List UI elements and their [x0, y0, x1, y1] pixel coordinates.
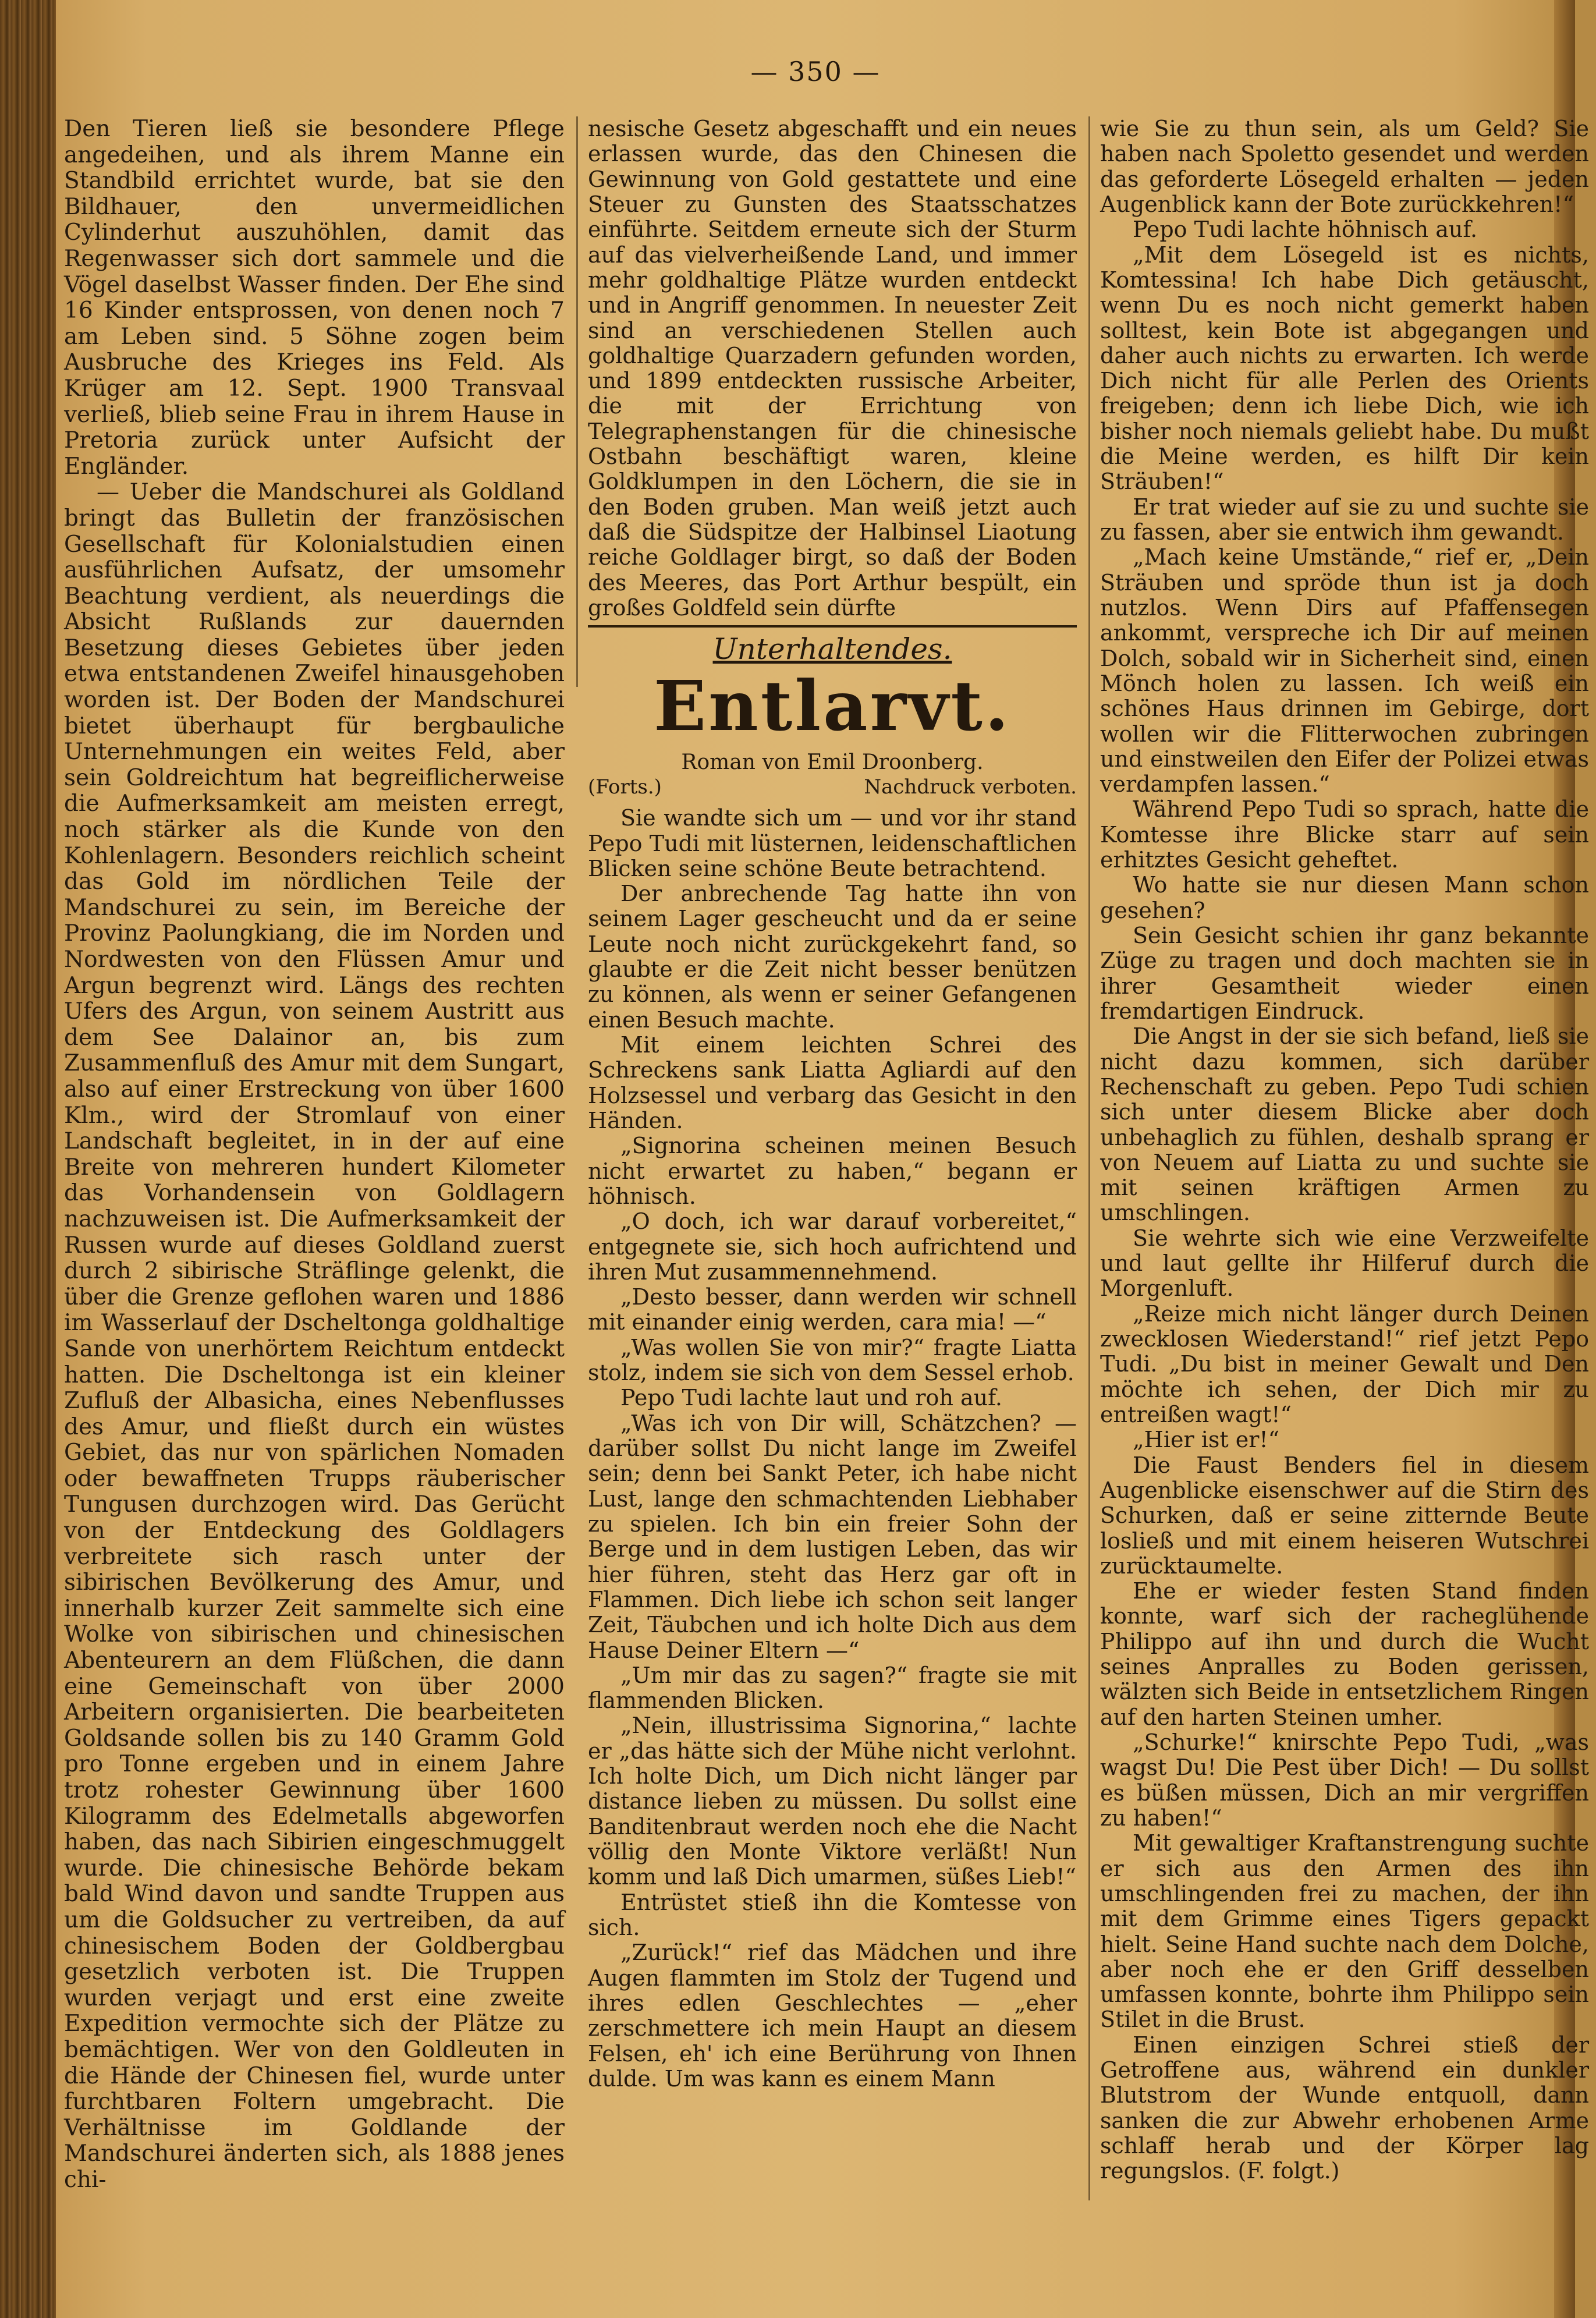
paragraph: Pepo Tudi lachte höhnisch auf. [1133, 217, 1478, 243]
paragraph: „Signorina scheinen meinen Besuch nicht erwartet zu haben,“ begann er höhnisch. [588, 1133, 1077, 1209]
paragraph: „O doch, ich war darauf vorbereitet,“ entgegnete sie, sich hoch aufrichtend und ihren Mut zusammennehmend. [588, 1208, 1077, 1285]
column-divider-2 [1088, 116, 1090, 2200]
column-1 [64, 116, 565, 2193]
copyright-note: Nachdruck verboten. [864, 775, 1077, 799]
column-2-continuation: nesische Gesetz abgeschafft und ein neues erlassen wurde, das den Chinesen die Gewinnung von Gold gestattete und eine Steuer zu Gunsten des Staatsschatzes einführte. Seitdem erneute sich der Sturm auf das vielverheißende Land, und immer mehr goldhaltige Plätze wurden entdeckt und in Angriff genommen. In neuester Zeit sind an verschiedenen Stellen auch goldhaltige Quarzadern gefunden worden, und 1899 entdeckten russische Arbeiter, die mit der Errichtung von Telegraphenstangen für die chinesische Ostbahn beschäftigt waren, kleine Goldklumpen in den Löchern, die sie in den Boden gruben. Man weiß jetzt auch daß die Südspitze der Halbinsel Liaotung reiche Goldlager birgt, so daß der Boden des Meeres, das Port Arthur bespült, ein großes Goldfeld sein dürfte [588, 116, 1077, 621]
paragraph: „Was wollen Sie von mir?“ fragte Liatta stolz, indem sie sich von dem Sessel erhob. [588, 1334, 1077, 1386]
paragraph: Pepo Tudi lachte laut und roh auf. [620, 1385, 1002, 1411]
paragraph: wie Sie zu thun sein, als um Geld? Sie haben nach Spoletto gesendet und werden das geforderte Lösegeld erhalten — jeden Augenblick kann der Bote zurückkehren!“ [1100, 116, 1589, 217]
paragraph: „Schurke!“ knirschte Pepo Tudi, „was wagst Du! Die Pest über Dich! — Du sollst es büßen müssen, Dich an mir vergriffen zu haben!“ [1100, 1729, 1589, 1831]
paragraph: „Was ich von Dir will, Schätzchen? — darüber sollst Du nicht lange im Zweifel sein; denn bei Sankt Peter, ich habe nicht Lust, lange den schmachtenden Liebhaber zu spielen. Ich bin ein freier Sohn der Berge und in dem lustigen Leben, das wir hier führen, steht das Herz gar oft in Flammen. Dich liebe ich schon seit langer Zeit, Täubchen und ich holte Dich aus dem Hause Deiner Eltern —“ [588, 1410, 1077, 1663]
paragraph: Entrüstet stieß ihn die Komtesse von sich. [588, 1889, 1077, 1940]
story-title: Entlarvt. [654, 665, 1011, 746]
paragraph: „Zurück!“ rief das Mädchen und ihre Augen flammten im Stolz der Tugend und ihres edlen Geschlechtes — „eher zerschmettere ich mein Haupt an diesem Felsen, eh' ich eine Berührung von Ihnen dulde. Um was kann es einem Mann [588, 1940, 1077, 2092]
paragraph: Er trat wieder auf sie zu und suchte sie zu fassen, aber sie entwich ihm gewandt. [1100, 494, 1589, 545]
paragraph: Die Angst in der sie sich befand, ließ sie nicht dazu kommen, sich darüber Rechenschaft zu geben. Pepo Tudi schien sich unter diesem Blicke aber doch unbehaglich zu fühlen, deshalb sprang er von Neuem auf Liatta zu und suchte sie mit seinen kräftigen Armen zu umschlingen. [1100, 1023, 1589, 1226]
paragraph: — Ueber die Mandschurei als Goldland bringt das Bulletin der französischen Gesellschaft für Kolonialstudien einen ausführlichen Aufsatz, der umsomehr Beachtung verdient, als neuerdings die Absicht Rußlands zur dauernden Besetzung dieses Gebietes über jeden etwa entstandenen Zweifel hinausgehoben worden ist. Der Boden der Mandschurei bietet überhaupt für bergbauliche Unternehmungen ein weites Feld, aber sein Goldreichtum hat begreiflicherweise die Aufmerksamkeit am meisten erregt, noch stärker als die Kunde von den Kohlenlagern. Besonders reichlich scheint das Gold im nördlichen Teile der Mandschurei zu sein, im Bereiche der Provinz Paolungkiang, die im Norden und Nordwesten von den Flüssen Amur und Argun begrenzt wird. Längs des rechten Ufers des Argun, von seinem Austritt aus dem See Dalainor an, bis zum Zusammenfluß des Amur mit dem Sungart, also auf einer Erstreckung von über 1600 Klm., wird der Stromlauf von einer Landschaft begleitet, in in der auf eine Breite von mehreren hundert Kilometer das Vorhandensein von Goldlagern nachzuweisen ist. Die Aufmerksamkeit der Russen wurde auf dieses Goldland zuerst durch 2 sibirische Sträflinge gelenkt, die über die Grenze geflohen waren und 1886 im Wasserlauf der Dscheltonga goldhaltige Sande von unerhörtem Reichtum entdeckt hatten. Die Dscheltonga ist ein kleiner Zufluß der Albasicha, eines Nebenflusses des Amur, und fließt durch ein wüstes Gebiet, das nur von spärlichen Nomaden oder bewaffneten Trupps räuberischer Tungusen durchzogen wird. Das Gerücht von der Entdeckung des Goldlagers verbreitete sich rasch unter der sibirischen Bevölkerung des Amur, und innerhalb kurzer Zeit sammelte sich eine Wolke von sibirischen und chinesischen Abenteurern an dem Flüßchen, die dann eine Gemeinschaft von über 2000 Arbeitern organisierten. Die bearbeiteten Goldsande sollen bis zu 140 Gramm Gold pro Tonne ergeben und in einem Jahre trotz rohester Gewinnung über 1600 Kilogramm des Edelmetalls abgeworfen haben, das nach Sibirien eingeschmuggelt wurde. Die chinesische Behörde bekam bald Wind davon und sandte Truppen aus um die Goldsucher zu vertreiben, da auf chinesischem Boden der Goldbergbau gesetzlich verboten ist. Die Truppen wurden verjagt und erst eine zweite Expedition vermochte sich der Plätze zu bemächtigen. Wer von den Goldleuten in die Hände der Chinesen fiel, wurde unter furchtbaren Foltern umgebracht. Die Verhältnisse im Goldlande der Mandschurei änderten sich, als 1888 jenes chi- [64, 479, 565, 2193]
paragraph: Mit einem leichten Schrei des Schreckens sank Liatta Agliardi auf den Holzsessel und verbarg das Gesicht in den Händen. [588, 1032, 1077, 1133]
paragraph: „Mach keine Umstände,“ rief er, „Dein Sträuben und spröde thun ist ja doch nutzlos. Wenn Dirs auf Pfaffensegen ankommt, verspreche ich Dir auf meinen Dolch, sobald wir in Sicherheit sind, einen Mönch holen zu lassen. Ich weiß ein schönes Haus drinnen im Gebirge, dort wollen wir die Flitterwochen zubringen und einstweilen den Eifer der Polizei etwas verdampfen lassen.“ [1100, 544, 1589, 798]
section-rule [588, 625, 1077, 628]
paragraph: Während Pepo Tudi so sprach, hatte die Komtesse ihre Blicke starr auf sein erhitztes Gesicht geheftet. [1100, 796, 1589, 873]
paragraph: Mit gewaltiger Kraftanstrengung suchte er sich aus den Armen des ihn umschlingenden frei zu machen, der ihn mit dem Grimme eines Tigers gepackt hielt. Seine Hand suchte nach dem Dolche, aber noch ehe er den Griff desselben umfassen konnte, bohrte ihm Philippo sein Stilet in die Brust. [1100, 1830, 1589, 2033]
paragraph: Der anbrechende Tag hatte ihn von seinem Lager gescheucht und da er seine Leute noch nicht zurückgekehrt fand, so glaubte er die Zeit nicht besser benützen zu können, als wenn er seiner Gefangenen einen Besuch machte. [588, 881, 1077, 1033]
story-body [588, 806, 1077, 2092]
paragraph: „Reize mich nicht länger durch Deinen zwecklosen Wiederstand!“ rief jetzt Pepo Tudi. „Du bist in meiner Gewalt und Den möchte ich sehen, der Dich mir zu entreißen wagt!“ [1100, 1300, 1589, 1427]
column-2 [588, 116, 1077, 2092]
paragraph: Wo hatte sie nur diesen Mann schon gesehen? [1100, 872, 1589, 923]
column-3 [1100, 116, 1589, 2184]
paragraph: „Hier ist er!“ [1133, 1427, 1280, 1453]
paragraph: „Um mir das zu sagen?“ fragte sie mit flammenden Blicken. [588, 1662, 1077, 1714]
paragraph: „Mit dem Lösegeld ist es nichts, Komtessina! Ich habe Dich getäuscht, wenn Du es noch nicht gemerkt haben solltest, kein Bote ist abgegangen und daher auch nichts zu erwarten. Ich werde Dich nicht für alle Perlen des Orients freigeben; denn ich liebe Dich, wie ich bisher noch niemals geliebt habe. Du mußt die Meine werden, es hilft Dir kein Sträuben!“ [1100, 242, 1589, 495]
paragraph: „Desto besser, dann werden wir schnell mit einander einig werden, cara mia! —“ [588, 1284, 1077, 1335]
page-number: — 350 — [750, 56, 881, 87]
paragraph: Die Faust Benders fiel in diesem Augenblicke eisenschwer auf die Stirn des Schurken, daß er seine zitternde Beute losließ und mit einem heiseren Wutschrei zurücktaumelte. [1100, 1452, 1589, 1579]
paragraph: Sein Gesicht schien ihr ganz bekannte Züge zu tragen und doch machten sie in ihrer Gesamtheit wieder einen fremdartigen Eindruck. [1100, 923, 1589, 1024]
continuation-note: (Forts.) [588, 775, 662, 799]
paragraph: Sie wandte sich um — und vor ihr stand Pepo Tudi mit lüsternen, leidenschaftlichen Blicken seine schöne Beute betrachtend. [588, 805, 1077, 881]
column-divider-1 [576, 116, 578, 687]
book-binding [0, 0, 56, 2318]
story-byline: Roman von Emil Droonberg. [681, 750, 984, 774]
story-notes [588, 775, 1077, 800]
paragraph: „Nein, illustrissima Signorina,“ lachte er „das hätte sich der Mühe nicht verlohnt. Ich holte Dich, um Dich nicht länger par distance lieben zu müssen. Du sollst eine Banditenbraut werden noch ehe die Nacht völlig den Monte Viktore verläßt! Nun komm und laß Dich umarmen, süßes Lieb!“ [588, 1713, 1077, 1890]
paragraph: Einen einzigen Schrei stieß der Getroffene aus, während ein dunkler Blutstrom der Wunde entquoll, dann sanken die zur Abwehr erhobenen Arme schlaff herab und der Körper lag regungslos. (F. folgt.) [1100, 2032, 1589, 2184]
section-heading: Unterhaltendes. [712, 632, 952, 667]
paragraph: Den Tieren ließ sie besondere Pflege angedeihen, und als ihrem Manne ein Standbild errichtet wurde, bat sie den Bildhauer, den unvermeidlichen Cylinderhut auszuhöhlen, damit das Regenwasser sich dort sammele und die Vögel daselbst Wasser finden. Der Ehe sind 16 Kinder entsprossen, von denen noch 7 am Leben sind. 5 Söhne zogen beim Ausbruche des Krieges ins Feld. Als Krüger am 12. Sept. 1900 Transvaal verließ, blieb seine Frau in ihrem Hause in Pretoria zurück unter Aufsicht der Engländer. [64, 116, 565, 480]
paragraph: Ehe er wieder festen Stand finden konnte, warf sich der racheglühende Philippo auf ihn und durch die Wucht seines Anpralles zu Boden gerissen, wälzten sich Beide in entsetzlichem Ringen auf den harten Steinen umher. [1100, 1578, 1589, 1730]
paragraph: Sie wehrte sich wie eine Verzweifelte und laut gellte ihr Hilferuf durch die Morgenluft. [1100, 1225, 1589, 1302]
